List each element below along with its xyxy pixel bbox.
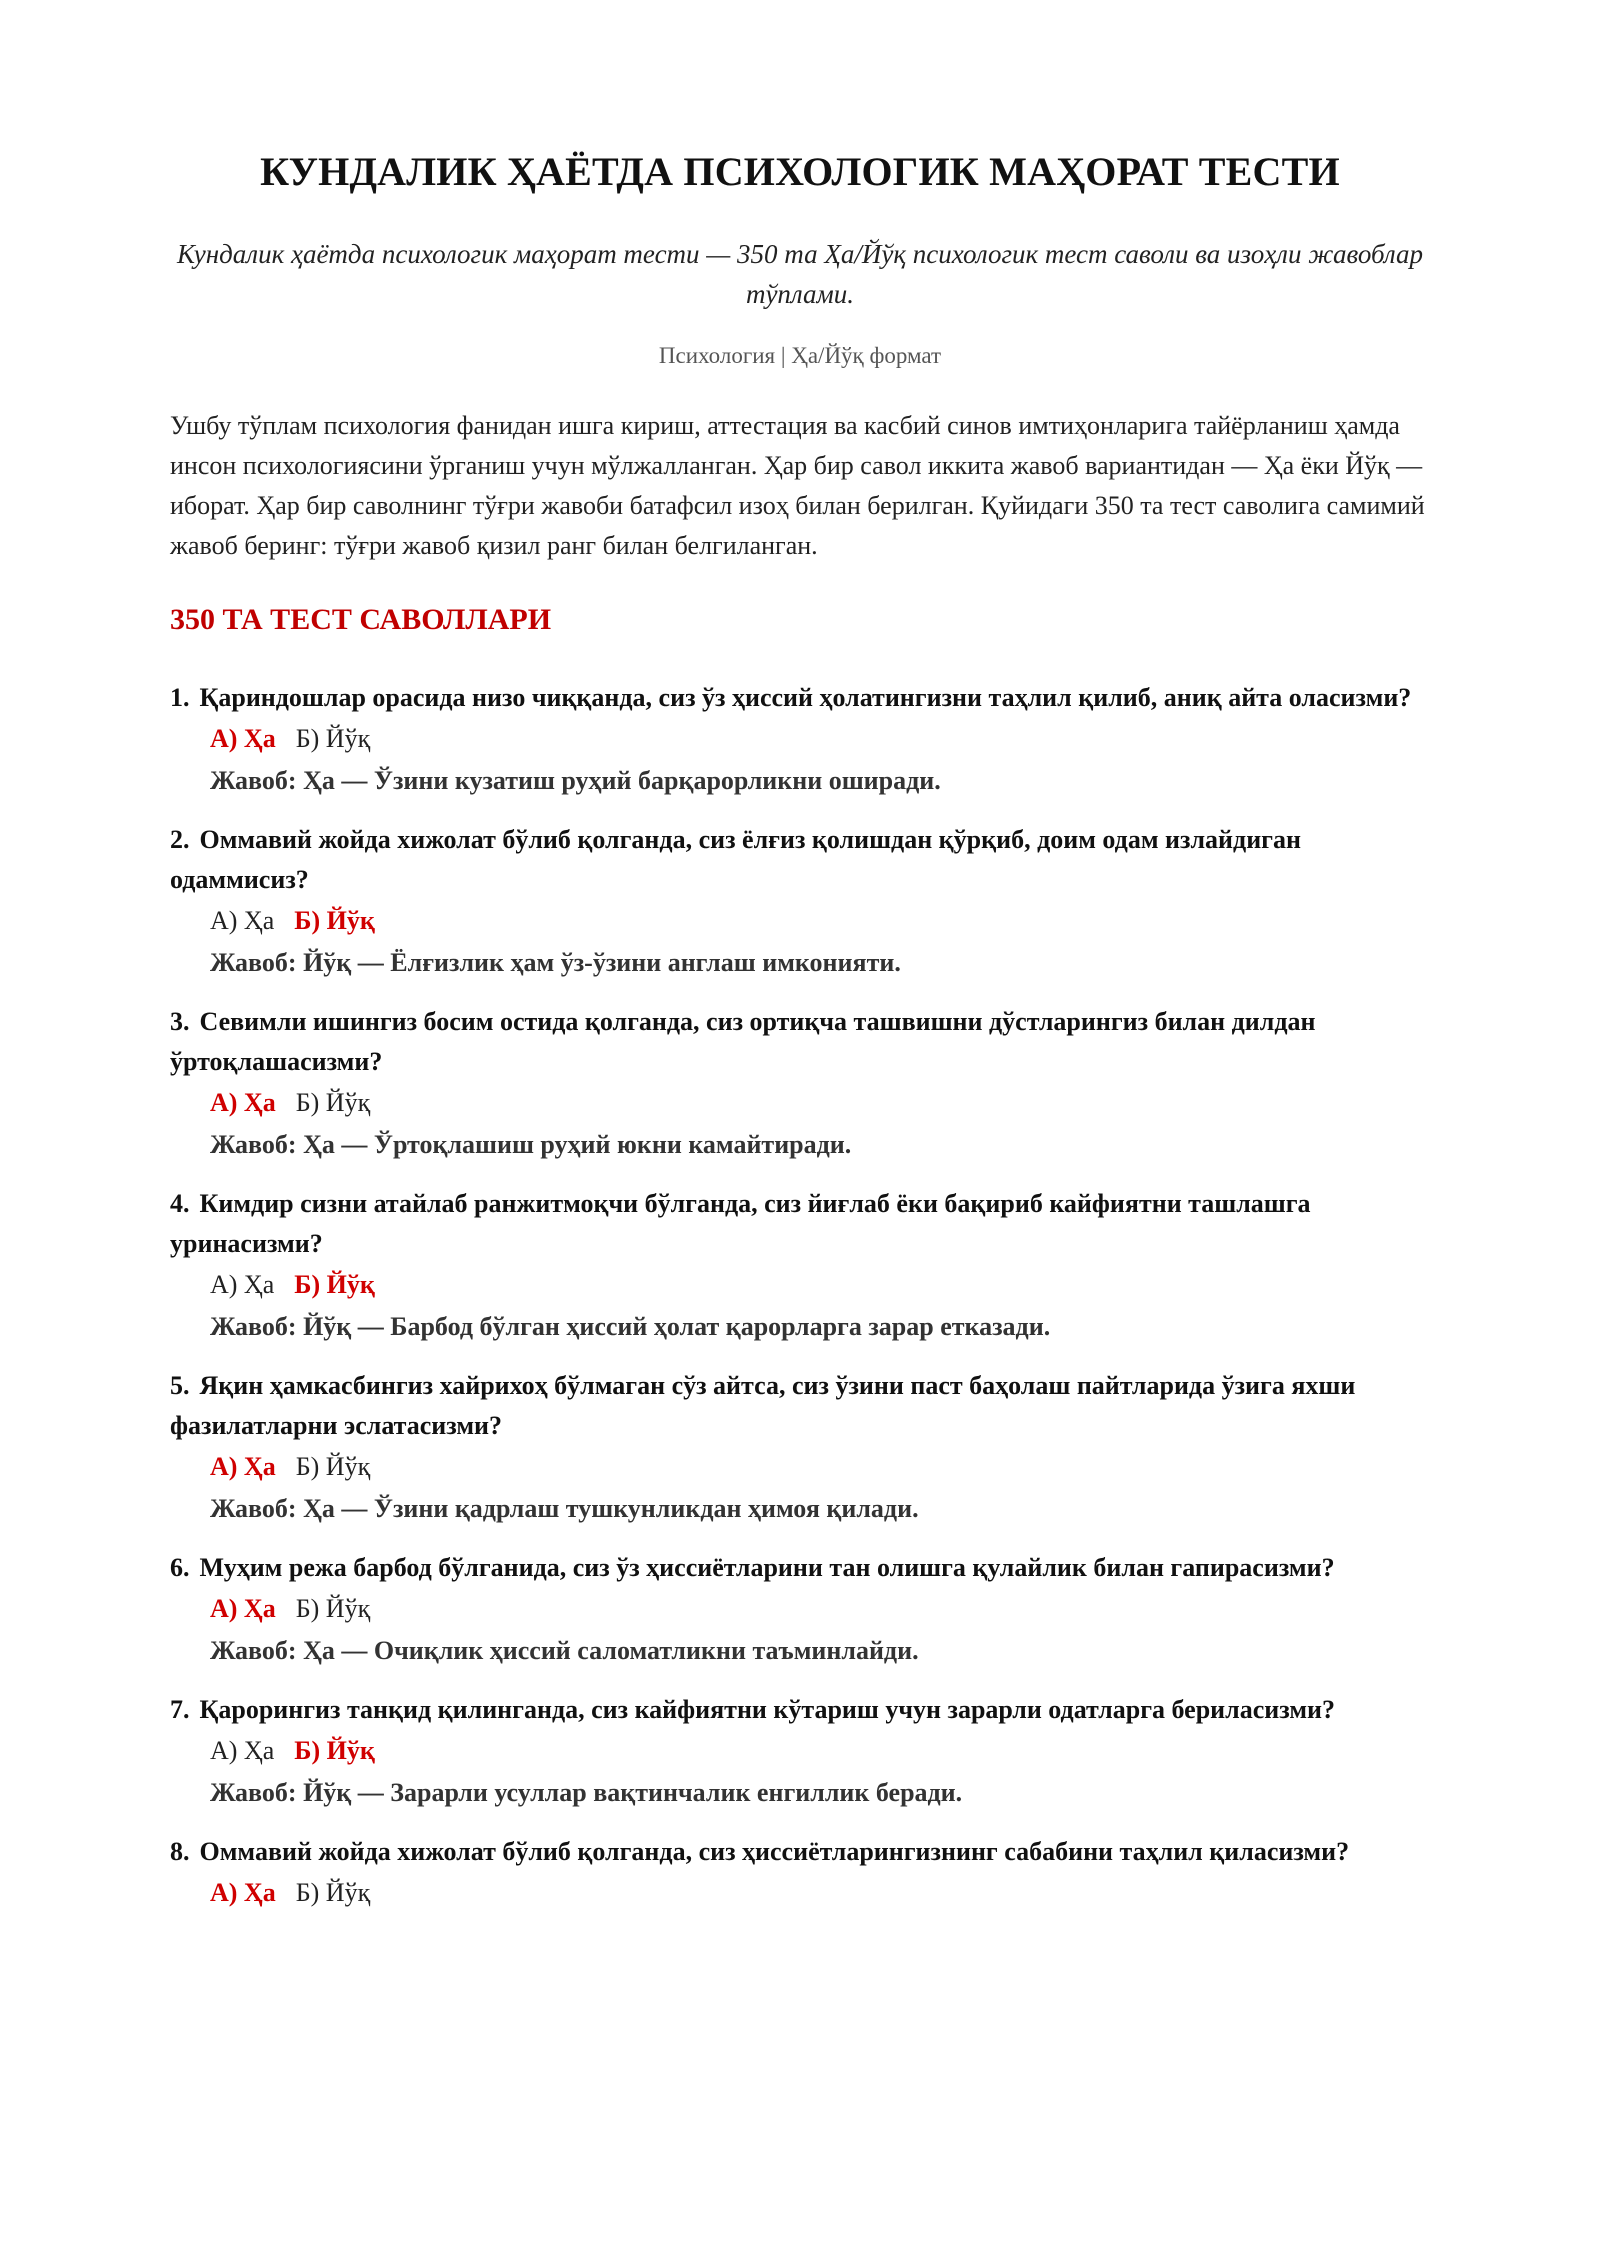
answer-explanation: Жавоб: Ҳа — Очиқлик ҳиссий саломатликни таъминлайди. [210,1636,919,1665]
answer-explanation: Жавоб: Ҳа — Ўртоқлашиш руҳий юкни камайтиради. [210,1130,852,1159]
question-item [170,1690,1430,1814]
question-text-line [170,1184,1430,1264]
question-text: Кимдир сизни атайлаб ранжитмоқчи бўлганда, сиз йиғлаб ёки бақириб кайфиятни ташлашга уринасизми? [170,1189,1311,1258]
question-number: 1. [170,683,190,712]
question-item [170,1184,1430,1348]
question-item [170,1548,1430,1672]
question-number: 8. [170,1837,190,1866]
question-list [170,678,1430,1914]
option-b: Б) Йўқ [295,1088,371,1117]
question-number: 3. [170,1007,190,1036]
question-text: Қарорингиз танқид қилинганда, сиз кайфиятни кўтариш учун зарарли одатларга бериласизми? [199,1695,1336,1724]
question-text-line [170,1690,1430,1730]
option-a: А) Ҳа [210,1088,276,1117]
question-number: 7. [170,1695,190,1724]
answer-options [170,1588,1430,1630]
question-number: 6. [170,1553,190,1582]
question-item [170,1832,1430,1914]
question-item [170,820,1430,984]
answer-explanation: Жавоб: Йўқ — Зарарли усуллар вақтинчалик енгиллик беради. [210,1778,963,1807]
question-text-line [170,1548,1430,1588]
answer-options [170,1872,1430,1914]
question-text: Оммавий жойда хижолат бўлиб қолганда, сиз ҳиссиётларингизнинг сабабини таҳлил қиласизми? [199,1837,1350,1866]
option-b: Б) Йўқ [295,724,371,753]
answer-options [170,1730,1430,1772]
option-a: А) Ҳа [210,1452,276,1481]
option-b: Б) Йўқ [294,1270,375,1299]
option-b: Б) Йўқ [294,1736,375,1765]
question-text-line [170,1832,1430,1872]
question-number: 2. [170,825,190,854]
option-a: А) Ҳа [210,1736,275,1765]
question-item [170,1366,1430,1530]
option-a: А) Ҳа [210,1270,275,1299]
option-b: Б) Йўқ [295,1878,371,1907]
question-text-line [170,678,1430,718]
question-number: 5. [170,1371,190,1400]
document-subtitle: Кундалик ҳаётда психологик маҳорат тести — 350 та Ҳа/Йўқ психологик тест саволи ва изоҳли жавоблар тўплами. [177,239,1423,309]
option-a: А) Ҳа [210,1878,276,1907]
question-number: 4. [170,1189,190,1218]
answer-explanation: Жавоб: Ҳа — Ўзини қадрлаш тушкунликдан ҳимоя қилади. [210,1494,919,1523]
option-b: Б) Йўқ [295,1452,371,1481]
option-a: А) Ҳа [210,724,276,753]
answer-explanation: Жавоб: Йўқ — Ёлғизлик ҳам ўз-ўзини англаш имконияти. [210,948,901,977]
answer-options [170,1264,1430,1306]
section-heading: 350 ТА ТЕСТ САВОЛЛАРИ [170,603,552,636]
question-item [170,1002,1430,1166]
answer-explanation: Жавоб: Ҳа — Ўзини кузатиш руҳий барқарорликни оширади. [210,766,941,795]
question-item [170,678,1430,802]
question-text: Қариндошлар орасида низо чиққанда, сиз ўз ҳиссий ҳолатингизни таҳлил қилиб, аниқ айта оласизми? [199,683,1412,712]
option-b: Б) Йўқ [294,906,375,935]
answer-explanation: Жавоб: Йўқ — Барбод бўлган ҳиссий ҳолат қарорларга зарар етказади. [210,1312,1051,1341]
question-text-line [170,820,1430,900]
option-a: А) Ҳа [210,1594,276,1623]
option-a: А) Ҳа [210,906,275,935]
question-text: Оммавий жойда хижолат бўлиб қолганда, сиз ёлғиз қолишдан қўрқиб, доим одам излайдиган одаммисиз? [170,825,1301,894]
answer-options [170,718,1430,760]
document-title: КУНДАЛИК ҲАЁТДА ПСИХОЛОГИК МАҲОРАТ ТЕСТИ [260,149,1340,194]
document-meta: Психология | Ҳа/Йўқ формат [658,343,942,368]
question-text: Яқин ҳамкасбингиз хайрихоҳ бўлмаган сўз айтса, сиз ўзини паст баҳолаш пайтларида ўзига яхши фазилатларни эслатасизми? [170,1371,1356,1440]
answer-options [170,1082,1430,1124]
document-intro: Ушбу тўплам психология фанидан ишга кириш, аттестация ва касбий синов имтиҳонларига тайёрланиш ҳамда инсон психологиясини ўрганиш учун мўлжалланган. Ҳар бир савол иккита жавоб вариантидан — Ҳа ёки Йўқ — иборат. Ҳар бир саволнинг тўғри жавоби батафсил изоҳ билан берилган. Қуйидаги 350 та тест саволига самимий жавоб беринг: тўғри жавоб қизил ранг билан белгиланган. [170,411,1425,560]
question-text: Севимли ишингиз босим остида қолганда, сиз ортиқча ташвишни дўстларингиз билан дилдан ўртоқлашасизми? [170,1007,1316,1076]
answer-options [170,900,1430,942]
option-b: Б) Йўқ [295,1594,371,1623]
question-text-line [170,1366,1430,1446]
question-text: Муҳим режа барбод бўлганида, сиз ўз ҳиссиётларини тан олишга қулайлик билан гапирасизми? [199,1553,1335,1582]
answer-options [170,1446,1430,1488]
question-text-line [170,1002,1430,1082]
